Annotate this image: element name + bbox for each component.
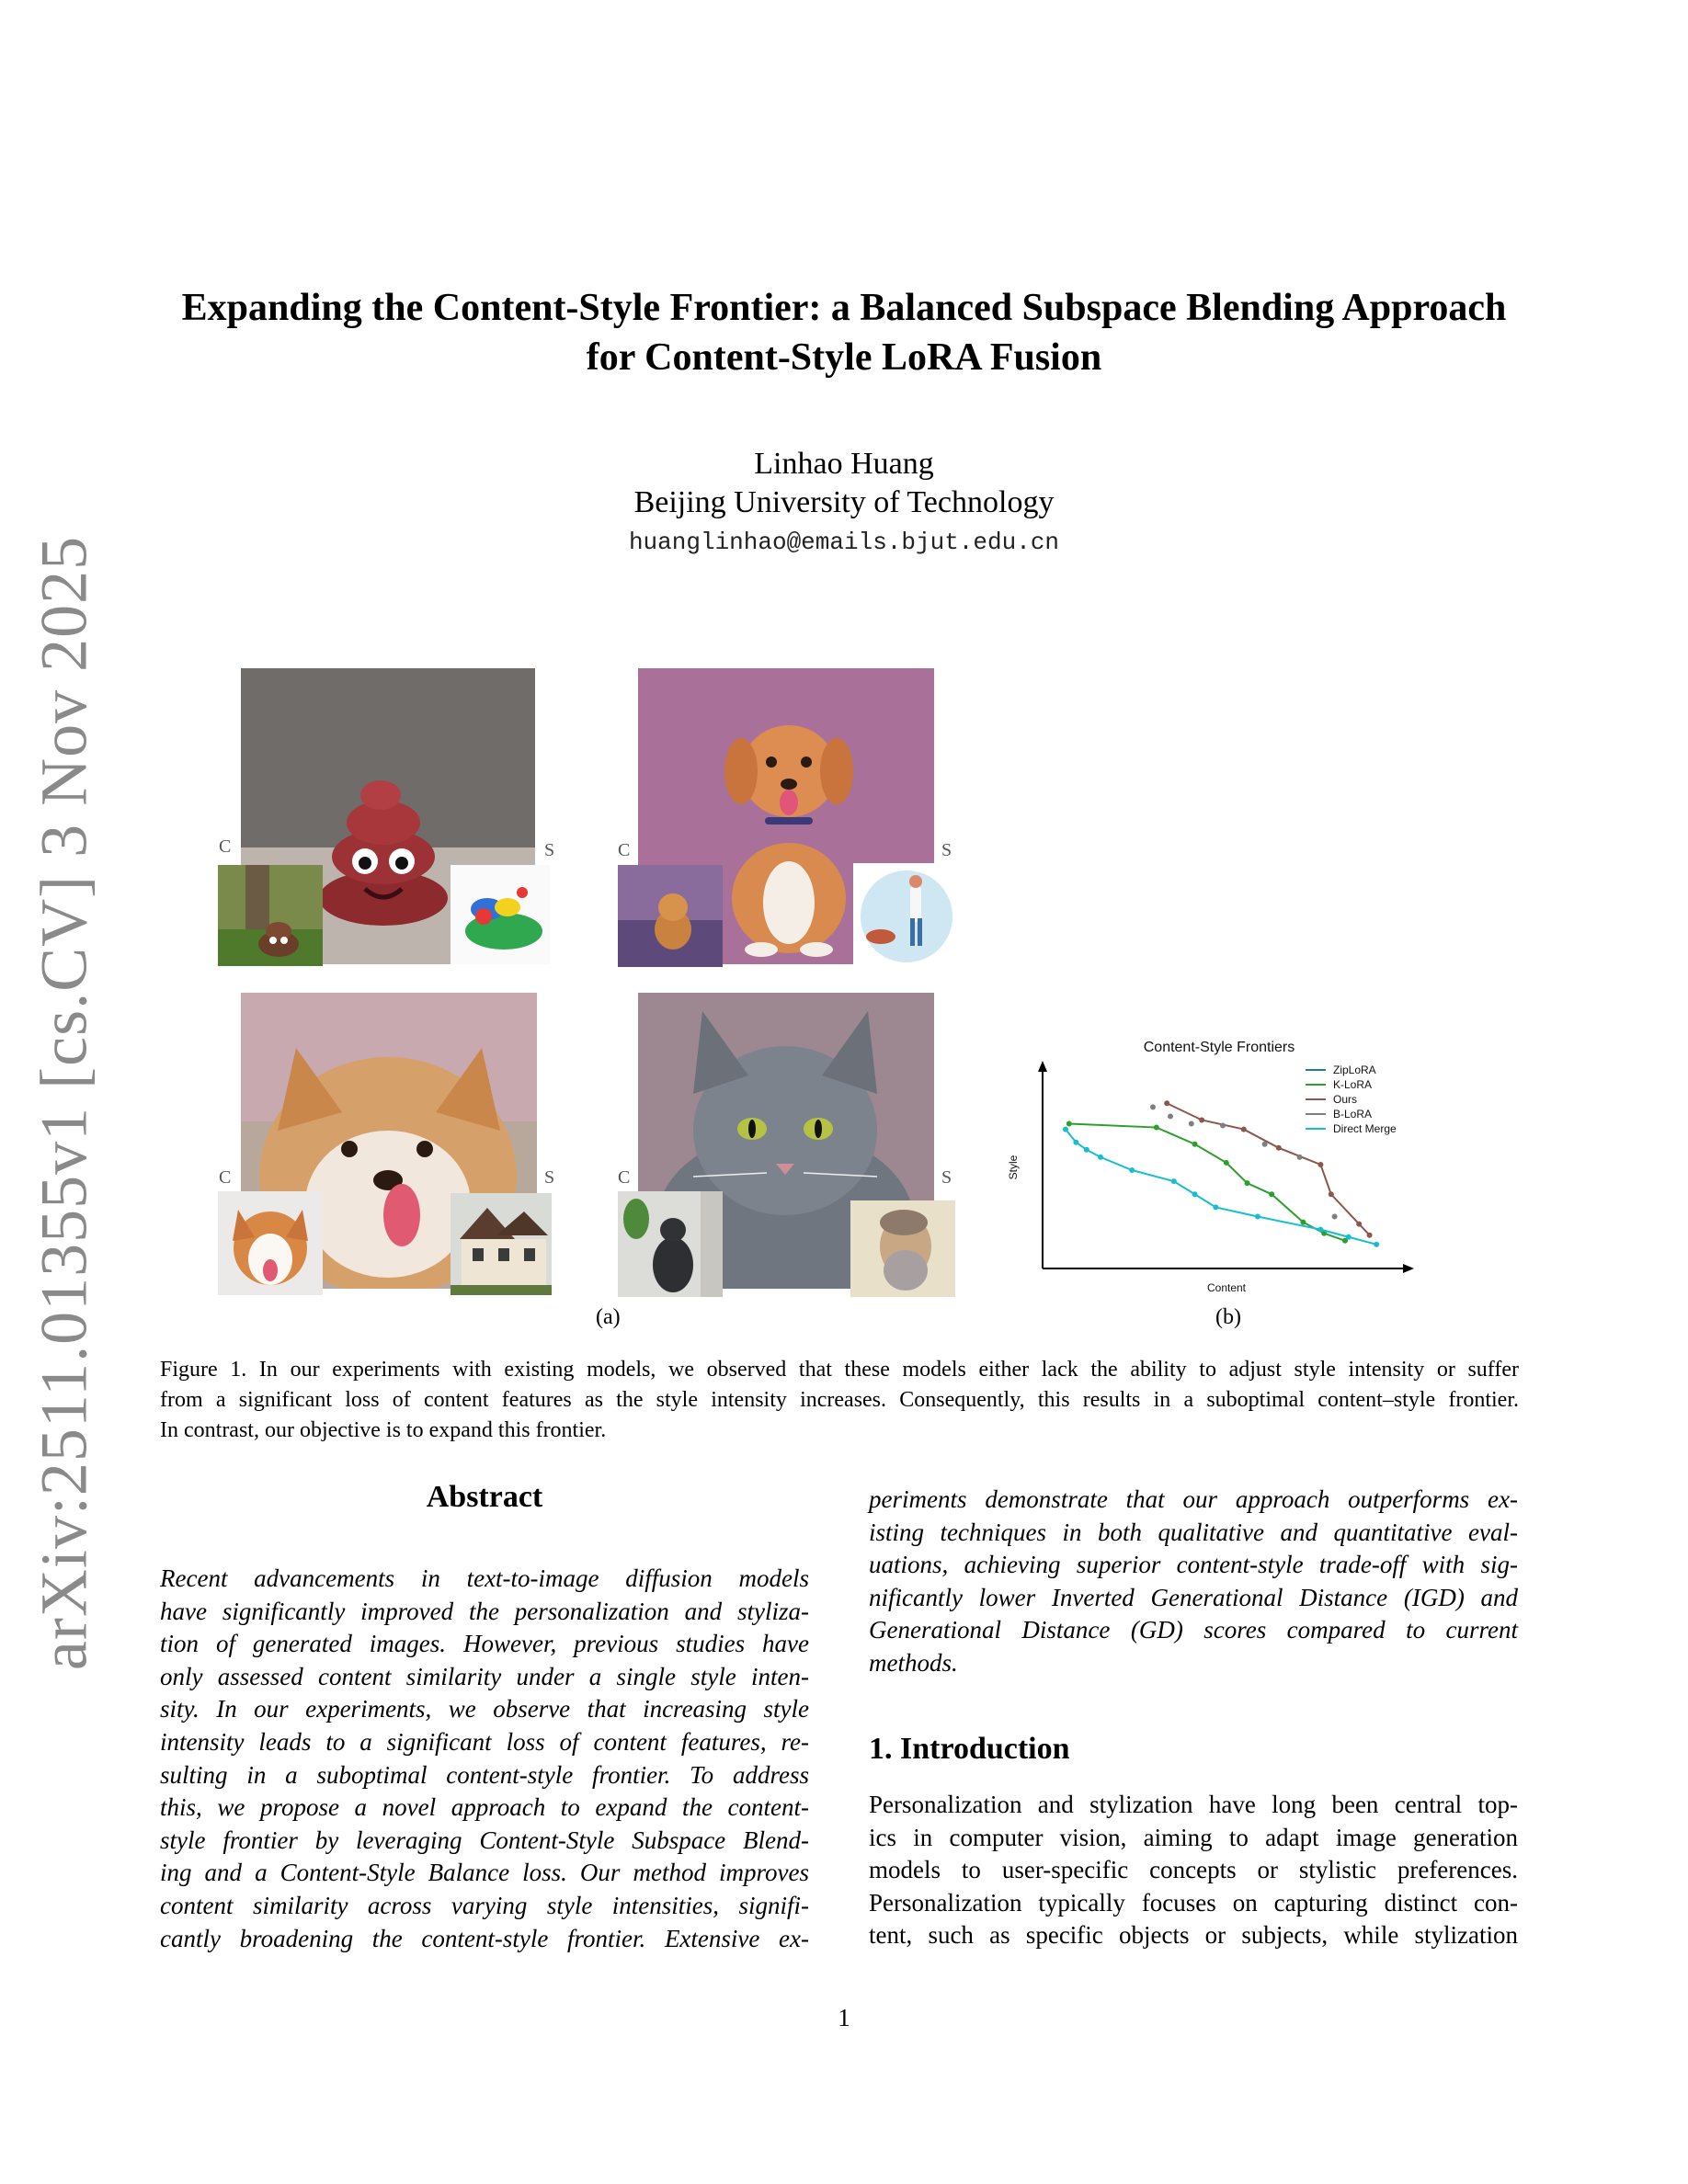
data-point-direct-merge xyxy=(1073,1140,1078,1145)
image-style-portrait-painting xyxy=(850,1200,955,1297)
image-content-dog-in-lavender xyxy=(618,865,723,967)
data-point-direct-merge xyxy=(1346,1234,1352,1240)
figure-1b xyxy=(1002,1029,1443,1305)
data-point-ours xyxy=(1356,1222,1362,1227)
abstract-line: nificantly lower Inverted Generational Distance (IGD) and xyxy=(869,1583,1518,1611)
caption-line: from a significant loss of content features as the style intensity increases. Consequently, this results in a suboptimal content–style frontier. xyxy=(160,1388,1519,1412)
page-number: 1 xyxy=(838,2004,850,2031)
author-block xyxy=(0,445,1688,561)
data-point-b-lora xyxy=(1297,1155,1303,1160)
abstract-line: uations, achieving superior content-style trade-off with sig- xyxy=(869,1551,1518,1579)
legend-label-ziplora: ZipLoRA xyxy=(1333,1064,1376,1076)
data-point-direct-merge xyxy=(1192,1191,1198,1197)
abstract-line: sulting in a suboptimal content-style frontier. To address xyxy=(160,1760,809,1789)
abstract-line: Recent advancements in text-to-image diffusion models xyxy=(160,1564,809,1592)
legend-label-k-lora: K-LoRA xyxy=(1333,1078,1373,1091)
data-point-k-lora xyxy=(1066,1121,1072,1127)
abstract-line: ing and a Content-Style Balance loss. Our method improves xyxy=(160,1859,809,1887)
abstract-line: cantly broadening the content-style frontier. Extensive ex- xyxy=(160,1924,809,1952)
intro-line: Personalization typically focuses on capturing distinct con- xyxy=(869,1888,1518,1917)
chart-xlabel: Content xyxy=(1206,1281,1247,1294)
abstract-line: Generational Distance (GD) scores compared to current xyxy=(869,1616,1518,1644)
data-point-b-lora xyxy=(1262,1142,1268,1147)
data-point-b-lora xyxy=(1189,1121,1194,1127)
paper-title xyxy=(129,283,1559,382)
data-point-ours xyxy=(1329,1191,1334,1197)
data-point-b-lora xyxy=(1150,1104,1156,1109)
chart-legend xyxy=(1306,1064,1397,1135)
intro-line: tent, such as specific objects or subjects, while stylization xyxy=(869,1921,1518,1950)
legend-label-direct-merge: Direct Merge xyxy=(1333,1122,1397,1135)
data-point-direct-merge xyxy=(1098,1155,1103,1160)
data-point-ours xyxy=(1199,1117,1204,1122)
arxiv-stamp: arXiv:2511.01355v1 [cs.CV] 3 Nov 2025 xyxy=(27,535,101,1671)
abstract-body-right xyxy=(869,1484,1518,1680)
label-content-3: C xyxy=(219,1167,232,1188)
subcaption-b: (b) xyxy=(1215,1305,1241,1329)
abstract-line: style frontier by leveraging Content-Style Subspace Blend- xyxy=(160,1826,809,1854)
author-affiliation: Beijing University of Technology xyxy=(633,485,1055,519)
title-line-2: for Content-Style LoRA Fusion xyxy=(586,336,1102,379)
label-content-1: C xyxy=(219,836,232,857)
label-content-2: C xyxy=(618,840,631,860)
data-point-b-lora xyxy=(1332,1214,1338,1220)
legend-label-ours: Ours xyxy=(1333,1093,1358,1106)
abstract-line: tion of generated images. However, previous studies have xyxy=(160,1630,809,1658)
chart-title: Content-Style Frontiers xyxy=(1143,1040,1295,1055)
abstract-line: this, we propose a novel approach to expand the content- xyxy=(160,1793,809,1822)
abstract-line: have significantly improved the personalization and styliza- xyxy=(160,1597,809,1625)
data-point-ours xyxy=(1317,1162,1323,1167)
abstract-line: isting techniques in both qualitative and quantitative eval- xyxy=(869,1518,1518,1546)
data-point-k-lora xyxy=(1245,1180,1250,1186)
label-style-4: S xyxy=(941,1167,952,1188)
data-point-ours xyxy=(1241,1127,1247,1132)
image-content-black-cat xyxy=(618,1191,723,1297)
abstract-line: methods. xyxy=(869,1648,958,1677)
data-point-k-lora xyxy=(1224,1160,1229,1166)
data-point-direct-merge xyxy=(1084,1147,1089,1153)
series-line-direct-merge xyxy=(1066,1130,1376,1245)
data-point-b-lora xyxy=(1168,1113,1173,1119)
data-point-direct-merge xyxy=(1317,1227,1323,1233)
image-style-dog-walk-illustration xyxy=(853,863,952,966)
data-point-ours xyxy=(1367,1233,1373,1238)
abstract-line: intensity leads to a significant loss of content features, re- xyxy=(160,1727,809,1756)
abstract-line: only assessed content similarity under a single style inten- xyxy=(160,1662,809,1690)
chart-ylabel: Style xyxy=(1007,1155,1020,1180)
abstract-line: sity. In our experiments, we observe that increasing style xyxy=(160,1695,809,1723)
content-style-frontiers-chart xyxy=(1002,1029,1443,1305)
caption-line: In contrast, our objective is to expand this frontier. xyxy=(160,1418,607,1442)
label-style-3: S xyxy=(544,1167,555,1188)
author-name: Linhao Huang xyxy=(754,447,934,481)
title-line-1: Expanding the Content-Style Frontier: a Balanced Subspace Blending Approach xyxy=(181,287,1507,329)
image-style-clay-toy xyxy=(451,865,550,964)
intro-line: ics in computer vision, aiming to adapt image generation xyxy=(869,1823,1518,1851)
legend-label-b-lora: B-LoRA xyxy=(1333,1108,1373,1120)
data-point-direct-merge xyxy=(1063,1127,1068,1132)
image-content-corgi xyxy=(218,1191,323,1295)
data-point-ours xyxy=(1164,1100,1169,1106)
data-point-k-lora xyxy=(1269,1191,1274,1197)
intro-line: models to user-specific concepts or stylistic preferences. xyxy=(869,1856,1518,1884)
intro-line: Personalization and stylization have long been central top- xyxy=(869,1791,1518,1818)
data-point-k-lora xyxy=(1154,1125,1159,1131)
data-point-direct-merge xyxy=(1374,1242,1379,1247)
label-content-4: C xyxy=(618,1167,631,1188)
author-email: huanglinhao@emails.bjut.edu.cn xyxy=(628,529,1060,556)
data-point-direct-merge xyxy=(1255,1214,1260,1220)
image-content-poop-in-grass xyxy=(218,865,323,966)
introduction-body xyxy=(869,1789,1518,1952)
subcaption-a: (a) xyxy=(596,1305,621,1329)
label-style-1: S xyxy=(544,840,555,860)
chart-axes xyxy=(1038,1061,1414,1273)
abstract-heading: Abstract xyxy=(426,1480,543,1514)
figure-caption xyxy=(160,1355,1519,1446)
data-point-b-lora xyxy=(1220,1123,1226,1129)
image-style-tudor-house xyxy=(451,1193,552,1295)
caption-line: Figure 1. In our experiments with existing models, we observed that these models either lack the ability to adjust style intensity or suffer xyxy=(160,1358,1519,1382)
abstract-body-left xyxy=(160,1563,809,1955)
data-point-direct-merge xyxy=(1213,1204,1218,1210)
data-point-ours xyxy=(1276,1145,1282,1151)
data-point-direct-merge xyxy=(1171,1178,1177,1184)
data-point-k-lora xyxy=(1300,1220,1306,1225)
label-style-2: S xyxy=(941,840,952,860)
abstract-line: periments demonstrate that our approach outperforms ex- xyxy=(869,1485,1518,1513)
abstract-line: content similarity across varying style intensities, signifi- xyxy=(160,1891,809,1919)
data-point-direct-merge xyxy=(1129,1167,1135,1173)
introduction-heading: 1. Introduction xyxy=(869,1732,1070,1766)
data-point-k-lora xyxy=(1192,1142,1198,1147)
